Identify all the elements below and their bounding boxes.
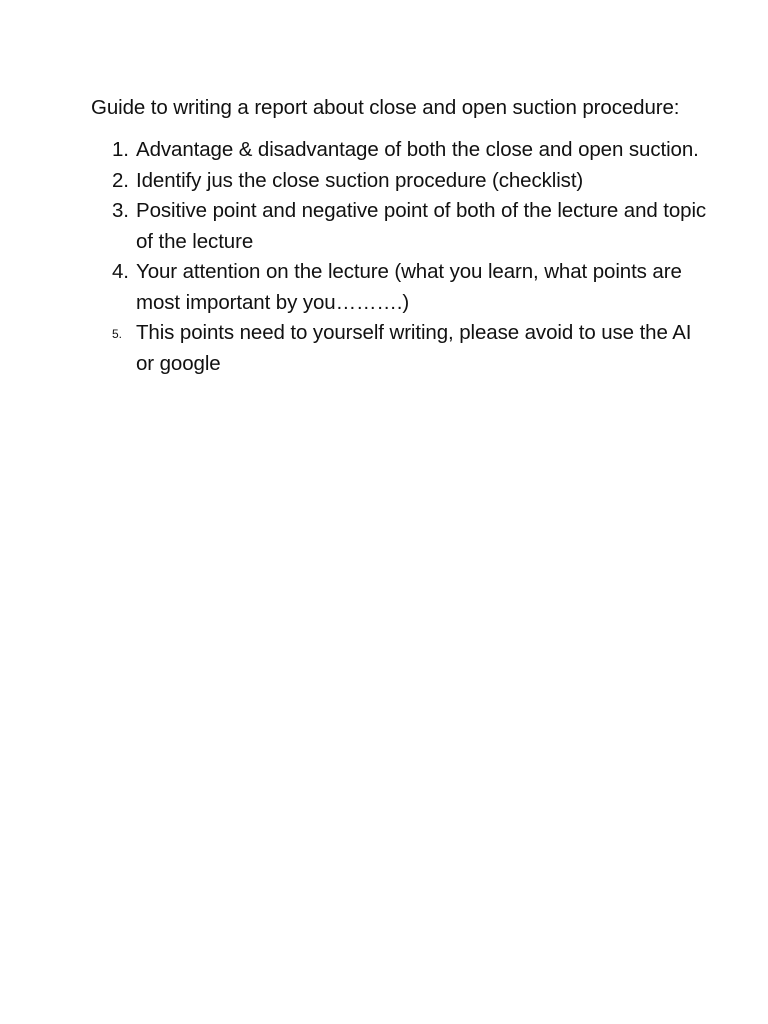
step-text: Identify jus the close suction procedure (checklist) [136,168,584,192]
guide-step-5 [91,318,711,379]
guide-step-1 [91,135,711,166]
guide-step-3 [91,196,711,257]
step-number: 4. [112,260,129,283]
step-text: Your attention on the lecture (what you learn, what points are most important by you……….) [136,260,682,314]
step-text: Positive point and negative point of both of the lecture and topic of the lecture [136,199,707,253]
guide-step-4 [91,257,711,318]
step-number: 1. [112,138,129,161]
step-number: 5. [112,327,122,341]
document-content [91,93,711,379]
guide-steps-list [91,135,711,379]
step-number: 3. [112,199,129,222]
step-text: This points need to yourself writing, please avoid to use the AI or google [136,321,692,375]
step-text: Advantage & disadvantage of both the close and open suction. [136,138,699,161]
document-heading: Guide to writing a report about close and open suction procedure: [91,96,680,119]
guide-step-2 [91,166,711,197]
step-number: 2. [112,168,129,192]
